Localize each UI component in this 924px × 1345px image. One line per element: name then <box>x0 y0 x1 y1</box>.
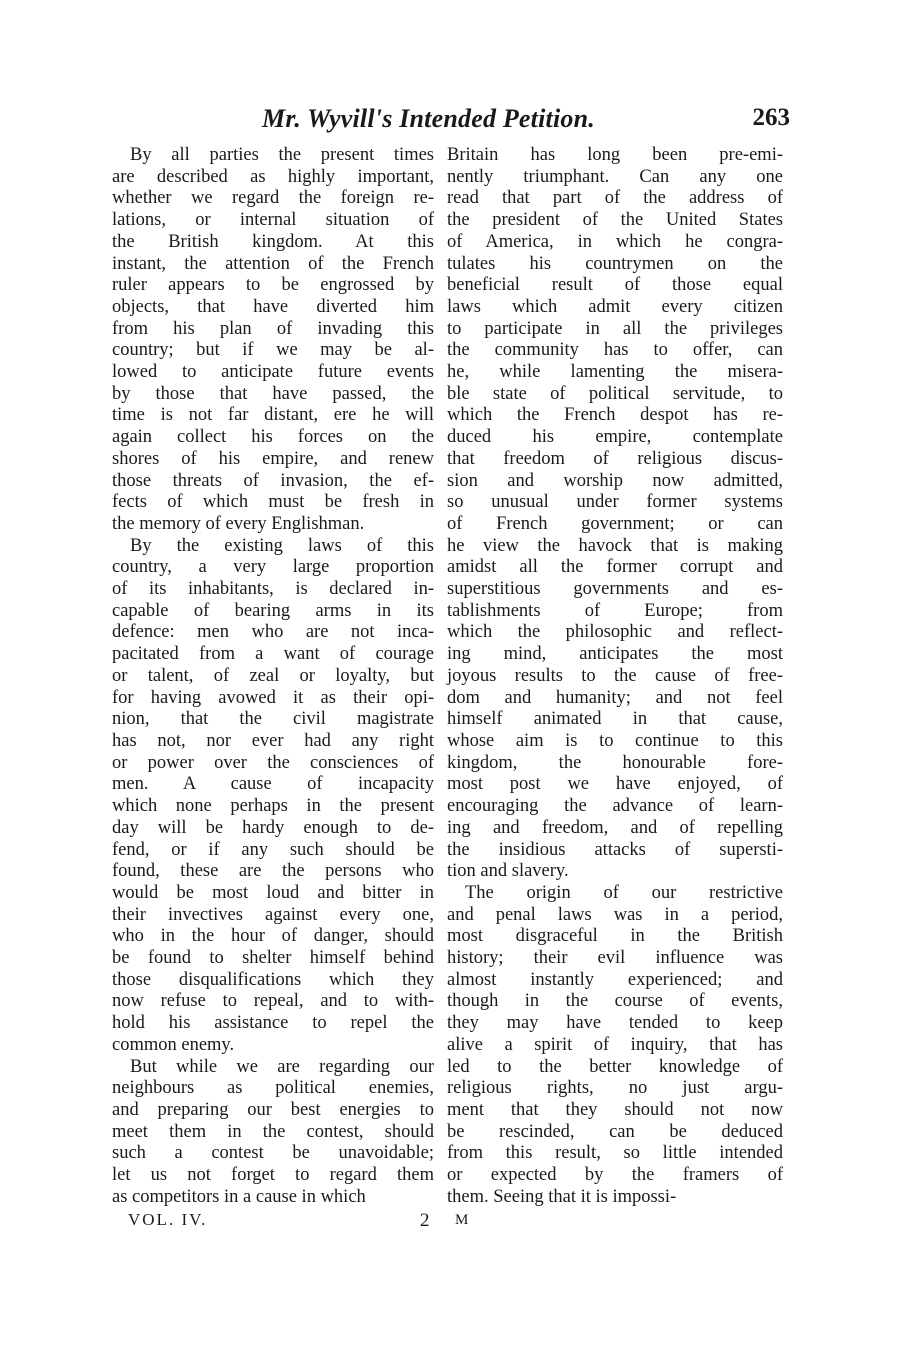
text-line: found, these are the persons who <box>112 861 434 882</box>
text-line: they may have tended to keep <box>447 1013 783 1034</box>
text-line: pacitated from a want of courage <box>112 644 434 665</box>
text-line: neighbours as political enemies, <box>112 1078 434 1099</box>
text-line: as competitors in a cause in which <box>112 1186 366 1207</box>
text-line: himself animated in that cause, <box>447 709 783 730</box>
text-line: lowed to anticipate future events <box>112 362 434 383</box>
signature-footer <box>447 1210 507 1234</box>
text-line: to participate in all the privileges <box>447 318 783 339</box>
text-line: day will be hardy enough to de- <box>112 817 434 838</box>
text-line: of its inhabitants, is declared in- <box>112 579 434 600</box>
text-line: dom and humanity; and not feel <box>447 687 783 708</box>
page-number: 263 <box>752 104 790 131</box>
text-line: defence: men who are not inca- <box>112 622 434 643</box>
text-line: nently triumphant. Can any one <box>447 166 783 187</box>
text-line: from his plan of invading this <box>112 318 434 339</box>
text-line: ble state of political servitude, to <box>447 383 783 404</box>
text-line: of French government; or can <box>447 513 783 534</box>
text-line: hold his assistance to repel the <box>112 1013 434 1034</box>
text-line: and preparing our best energies to <box>112 1099 434 1120</box>
text-line: that freedom of religious discus- <box>447 448 783 469</box>
text-line: from this result, so little intended <box>447 1143 783 1164</box>
text-line: common enemy. <box>112 1034 235 1055</box>
text-line: their invectives against every one, <box>112 904 434 925</box>
text-line: Britain has long been pre-emi- <box>447 145 783 165</box>
text-line: tion and slavery. <box>447 861 569 882</box>
text-line: sion and worship now admitted, <box>447 470 783 491</box>
text-line: ing mind, anticipates the most <box>447 644 783 665</box>
text-line: laws which admit every citizen <box>447 296 783 317</box>
text-line: amidst all the former corrupt and <box>447 557 783 578</box>
text-line: time is not far distant, ere he will <box>112 405 434 426</box>
text-line: led to the better knowledge of <box>447 1056 783 1077</box>
text-line: duced his empire, contemplate <box>447 427 783 448</box>
text-line: tulates his countrymen on the <box>447 253 783 274</box>
text-line: those disqualifications which they <box>112 969 434 990</box>
text-line: those threats of invasion, the ef- <box>112 470 434 491</box>
text-line: By all parties the present times <box>130 145 434 165</box>
text-line: or expected by the framers of <box>447 1165 783 1186</box>
running-head <box>110 104 790 134</box>
text-line: has not, nor ever had any right <box>112 730 434 751</box>
text-line: nion, that the civil magistrate <box>112 709 434 730</box>
text-line: which none perhaps in the present <box>112 796 434 817</box>
text-line: lations, or internal situation of <box>112 210 434 231</box>
text-line: religious rights, no just argu- <box>447 1078 783 1099</box>
text-line: of America, in which he congra- <box>447 231 783 252</box>
text-line: the community has to offer, can <box>447 340 783 361</box>
text-line: shores of his empire, and renew <box>112 448 434 469</box>
text-line: whether we regard the foreign re- <box>112 188 434 209</box>
text-line: which the philosophic and reflect- <box>447 622 783 643</box>
text-line: instant, the attention of the French <box>112 253 434 274</box>
text-line: men. A cause of incapacity <box>112 774 434 795</box>
right-text-column <box>447 145 783 1208</box>
text-line: The origin of our restrictive <box>465 882 783 903</box>
running-title: Mr. Wyvill's Intended Petition. <box>262 104 595 133</box>
text-line: capable of bearing arms in its <box>112 600 434 621</box>
text-line: he view the havock that is making <box>447 535 783 556</box>
text-line: be rescinded, can be deduced <box>447 1121 783 1142</box>
text-line: superstitious governments and es- <box>447 579 783 600</box>
text-line: meet them in the contest, should <box>112 1121 434 1142</box>
text-line: such a contest be unavoidable; <box>112 1143 434 1164</box>
text-line: encouraging the advance of learn- <box>447 796 783 817</box>
text-line: the British kingdom. At this <box>112 231 434 252</box>
volume-label: VOL. IV. <box>128 1210 208 1229</box>
text-line: whose aim is to continue to this <box>447 730 783 751</box>
text-line: But while we are regarding our <box>130 1056 434 1077</box>
text-line: fend, or if any such should be <box>112 839 434 860</box>
text-line: by those that have passed, the <box>112 383 434 404</box>
text-line: them. Seeing that it is impossi- <box>447 1186 677 1207</box>
text-line: ing and freedom, and of repelling <box>447 817 783 838</box>
text-line: By the existing laws of this <box>130 535 434 556</box>
text-line: most disgraceful in the British <box>447 926 783 947</box>
text-line: or power over the consciences of <box>112 752 434 773</box>
signature-mark: 2 <box>420 1210 430 1231</box>
text-line: most post we have enjoyed, of <box>447 774 783 795</box>
text-line: would be most loud and bitter in <box>112 882 434 903</box>
text-line: the memory of every Englishman. <box>112 513 365 534</box>
left-text-column <box>112 145 434 1208</box>
text-line: again collect his forces on the <box>112 427 434 448</box>
signature-letter: M <box>455 1212 469 1228</box>
text-line: joyous results to the cause of free- <box>447 665 783 686</box>
text-line: country; but if we may be al- <box>112 340 434 361</box>
text-line: and penal laws was in a period, <box>447 904 783 925</box>
text-line: who in the hour of danger, should <box>112 926 434 947</box>
text-line: read that part of the address of <box>447 188 783 209</box>
text-line: the insidious attacks of supersti- <box>447 839 783 860</box>
text-line: objects, that have diverted him <box>112 296 434 317</box>
text-line: country, a very large proportion <box>112 557 434 578</box>
text-line: be found to shelter himself behind <box>112 948 434 969</box>
text-line: ruler appears to be engrossed by <box>112 275 434 296</box>
text-line: history; their evil influence was <box>447 948 783 969</box>
text-line: alive a spirit of inquiry, that has <box>447 1034 783 1055</box>
text-line: the president of the United States <box>447 210 783 231</box>
text-line: for having avowed it as their opi- <box>112 687 434 708</box>
text-line: almost instantly experienced; and <box>447 969 783 990</box>
text-line: ment that they should not now <box>447 1099 783 1120</box>
text-line: tablishments of Europe; from <box>447 600 783 621</box>
text-line: though in the course of events, <box>447 991 783 1012</box>
text-line: beneficial result of those equal <box>447 275 783 296</box>
text-line: he, while lamenting the misera- <box>447 362 783 383</box>
text-line: or talent, of zeal or loyalty, but <box>112 665 434 686</box>
text-line: fects of which must be fresh in <box>112 492 434 513</box>
text-line: kingdom, the honourable fore- <box>447 752 783 773</box>
text-line: so unusual under former systems <box>447 492 783 513</box>
text-line: now refuse to repeal, and to with- <box>112 991 434 1012</box>
text-line: which the French despot has re- <box>447 405 783 426</box>
text-line: are described as highly important, <box>112 166 434 187</box>
text-line: let us not forget to regard them <box>112 1165 434 1186</box>
